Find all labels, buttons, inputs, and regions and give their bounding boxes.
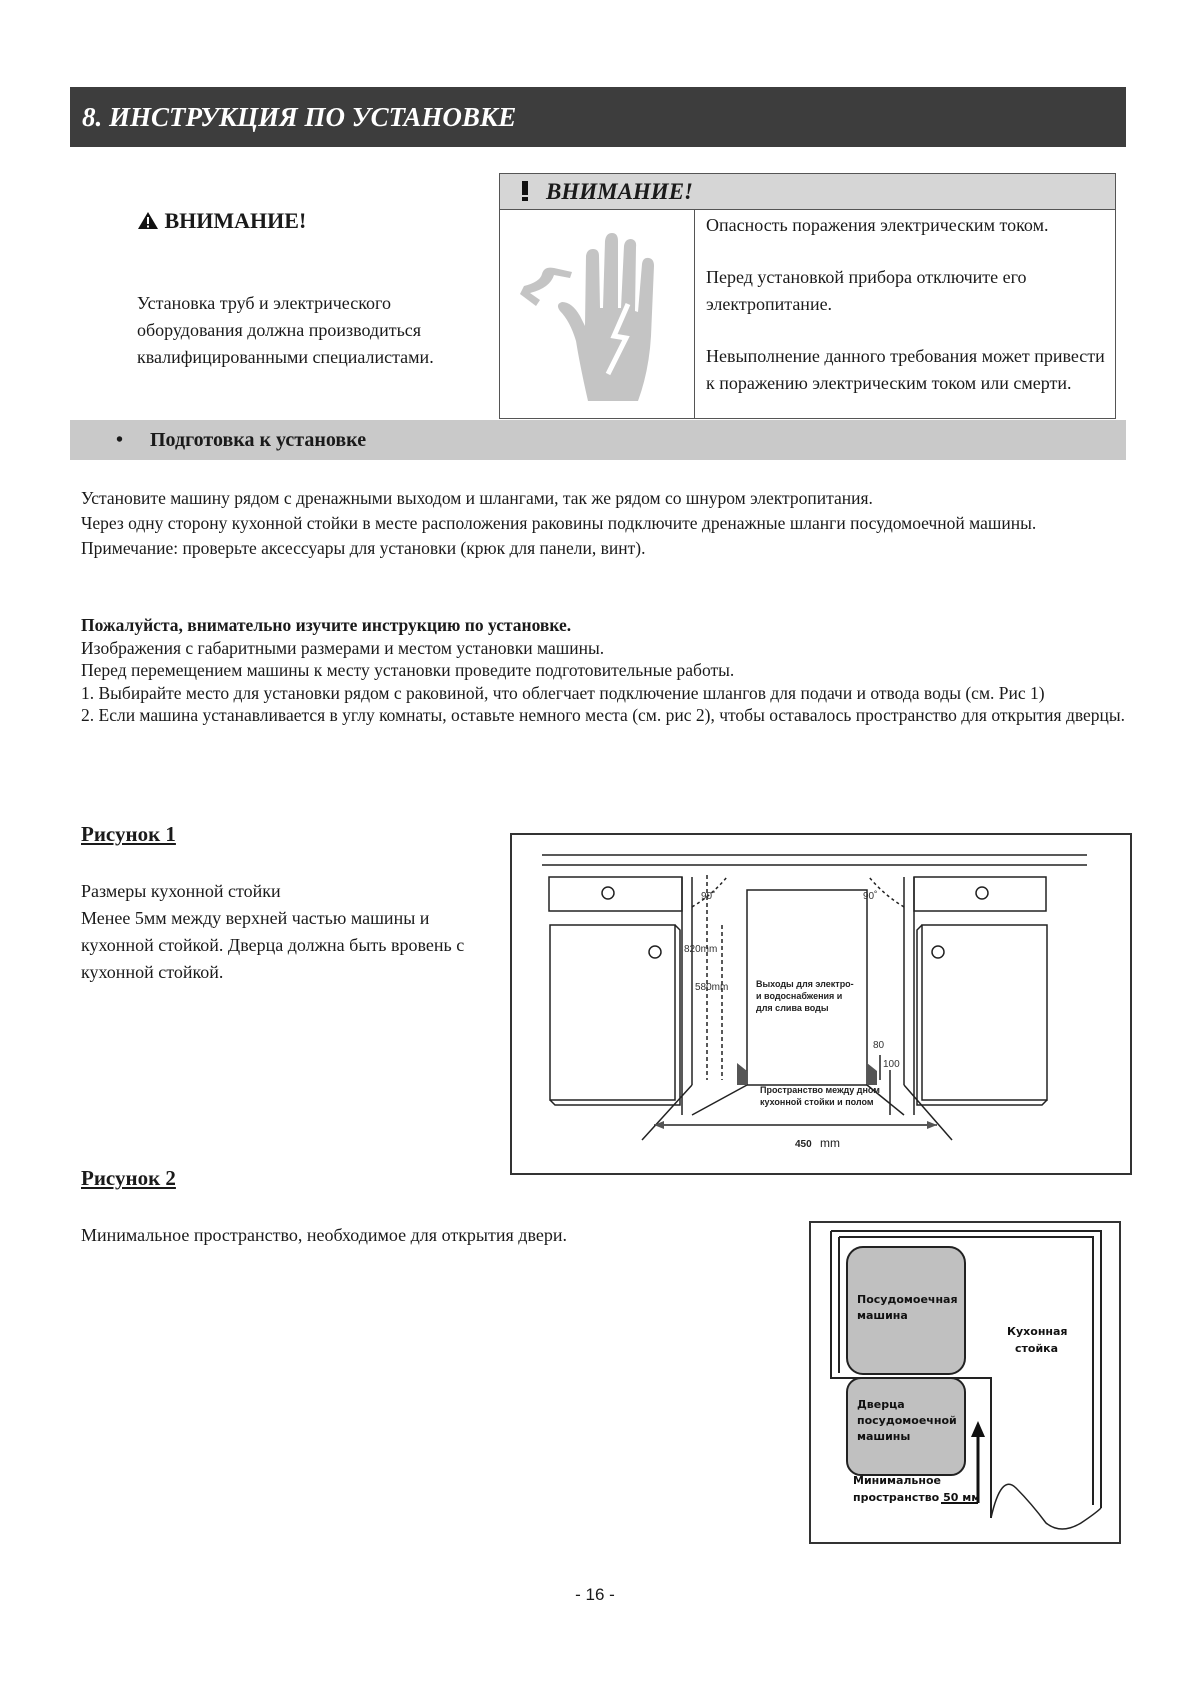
fig2-label: Кухонная [1007, 1325, 1068, 1338]
fig2-label: стойка [1015, 1342, 1059, 1355]
figure2-title: Рисунок 2 [81, 1166, 176, 1190]
fig1-label: 90˚ [863, 891, 878, 902]
instructions [81, 614, 1131, 727]
fig2-label: пространство 50 мм [853, 1491, 981, 1504]
fig1-width-value: 450 [795, 1139, 812, 1150]
figure1-line: Менее 5мм между верхней частью машины и кухонной стойкой. Дверца должна быть вровень с кухонной стойкой. [81, 908, 465, 982]
fig1-label: для слива воды [756, 1003, 829, 1013]
section-header [70, 420, 1126, 460]
warning-triangle-icon [137, 211, 159, 230]
fig2-label: посудомоечной [857, 1414, 957, 1427]
section-bullet: • [116, 429, 124, 451]
figure1-diagram [510, 833, 1132, 1175]
warning-box-heading: ВНИМАНИЕ! [546, 179, 693, 204]
figure2-text: Минимальное пространство, необходимое для открытия двери. [81, 1225, 567, 1245]
fig1-label: 90˚ [701, 891, 716, 902]
instructions-bold: Пожалуйста, внимательно изучите инструкцию по установке. [81, 615, 572, 635]
fig1-label: Пространство между дном [760, 1085, 880, 1095]
fig1-label: и водоснабжения и [756, 991, 843, 1001]
exclamation-icon [518, 180, 532, 202]
warning-heading [137, 208, 306, 234]
figure1-title: Рисунок 1 [81, 822, 176, 846]
warning-box-header [500, 174, 1115, 210]
figure1-text [81, 878, 491, 986]
figure2-diagram [809, 1221, 1121, 1544]
page-number: - 16 - [575, 1585, 615, 1604]
instruction-line: Перед перемещением машины к месту установки проведите подготовительные работы. [81, 660, 735, 680]
warning-line: Невыполнение данного требования может привести к поражению электрическим током или смерти. [706, 346, 1105, 393]
instruction-line: 2. Если машина устанавливается в углу комнаты, оставьте немного места (см. рис 2), чтобы оставалось пространство для открытия дверцы. [81, 705, 1126, 725]
instruction-line: Изображения с габаритными размерами и местом установки машины. [81, 637, 605, 658]
fig1-width-unit: mm [820, 1136, 840, 1150]
fig2-label: машины [857, 1430, 911, 1443]
intro-line: Установите машину рядом с дренажными выходом и шлангами, так же рядом со шнуром электропитания. [81, 488, 873, 508]
page-title: 8. ИНСТРУКЦИЯ ПО УСТАНОВКЕ [70, 87, 1126, 147]
fig1-label: 100 [883, 1059, 900, 1070]
kitchen-cabinet-diagram [512, 835, 1130, 1173]
instruction-line: 1. Выбирайте место для установки рядом с раковиной, что облегчает подключение шлангов для подачи и отвода воды (см. Рис 1) [81, 682, 1045, 703]
fig2-label: машина [857, 1309, 908, 1322]
warning-box-text [706, 212, 1106, 422]
section-title: Подготовка к установке [150, 429, 367, 451]
fig2-label: Минимальное [853, 1474, 942, 1487]
fig1-label: Выходы для электро- [756, 979, 854, 989]
electric-warning-box [499, 173, 1116, 419]
fig1-label: 820mm [684, 944, 718, 955]
fig1-label: 580mm [695, 982, 729, 993]
warning-text: Установка труб и электрического оборудования должна производиться квалифицированными специалистами. [137, 293, 434, 367]
fig2-label: Дверца [857, 1398, 905, 1411]
warning-line: Опасность поражения электрическим током. [706, 215, 1049, 235]
intro-line: Через одну сторону кухонной стойки в месте расположения раковины подключите дренажные шланги посудомоечной машины. [81, 513, 1037, 533]
electric-shock-hand-icon [510, 216, 685, 411]
fig1-label: 80 [873, 1040, 885, 1051]
warning-heading-text: ВНИМАНИЕ! [164, 208, 307, 233]
fig1-label: кухонной стойки и полом [760, 1097, 874, 1107]
intro-text [81, 486, 1121, 561]
fig2-label: Посудомоечная [857, 1293, 958, 1306]
warning-line: Перед установкой прибора отключите его электропитание. [706, 267, 1027, 314]
door-clearance-diagram [811, 1223, 1119, 1542]
warning-box-divider [694, 210, 695, 418]
figure1-line: Размеры кухонной стойки [81, 881, 281, 901]
intro-line: Примечание: проверьте аксессуары для установки (крюк для панели, винт). [81, 538, 646, 558]
